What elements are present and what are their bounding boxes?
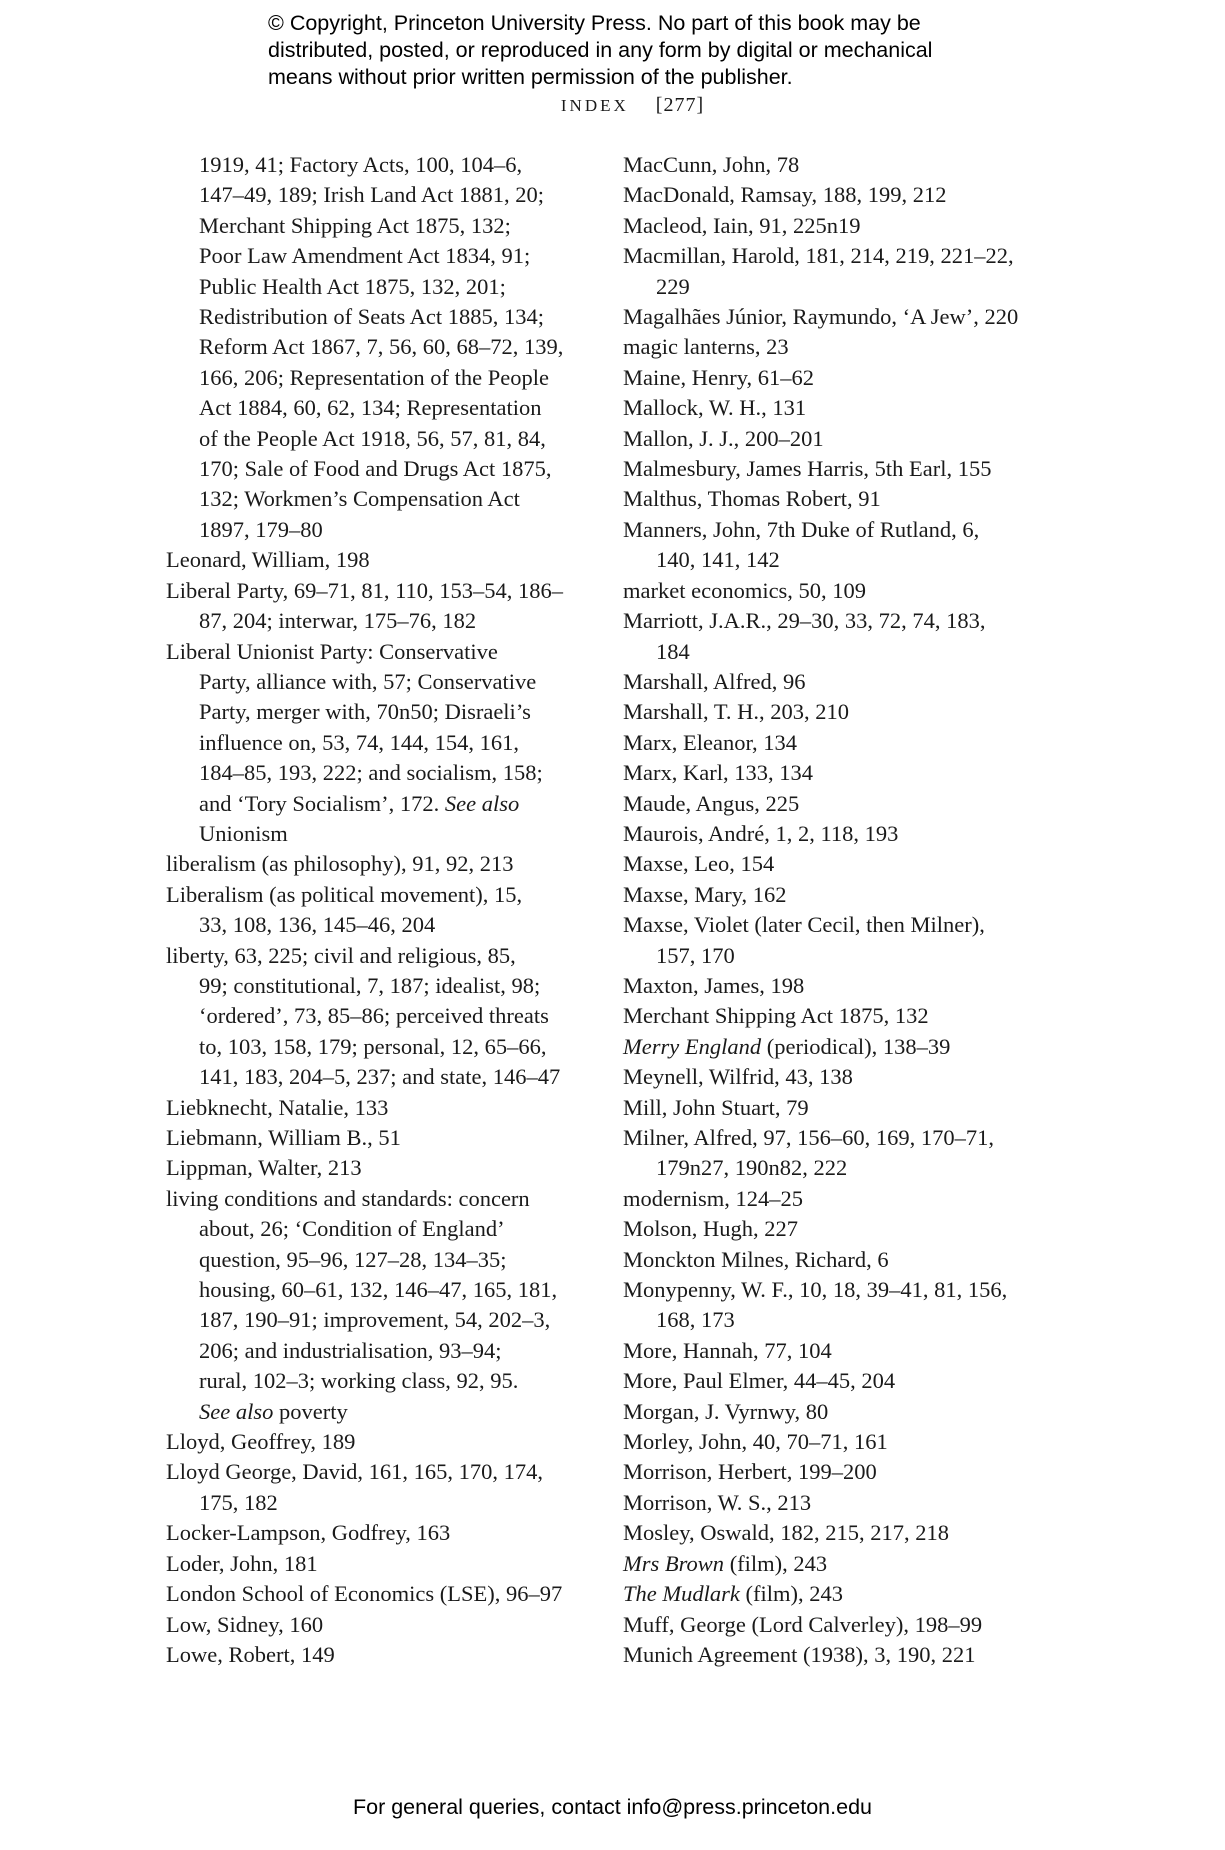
index-entry-text: Liberal Unionist Party: Conservative Party, alliance with, 57; Conservative Party, merger with, 70n50; Disraeli’s influence on, 53, 74, 144, 154, 161, 184–85, 193, 222; and socialism, 158; and ‘Tory Socialism’, 172.: [166, 638, 543, 816]
index-entry: [623, 1336, 1053, 1366]
index-entry-text: London School of Economics (LSE), 96–97: [166, 1581, 563, 1607]
index-entry: [623, 241, 1053, 302]
copyright-line: distributed, posted, or reproduced in any form by digital or mechanical: [268, 38, 933, 62]
index-entry-text: Magalhães Júnior, Raymundo, ‘A Jew’, 220: [623, 304, 1019, 330]
index-entry: [623, 1397, 1053, 1427]
index-entry: [623, 576, 1053, 606]
index-entry-text: Marx, Karl, 133, 134: [623, 760, 813, 786]
index-entry-text: Milner, Alfred, 97, 156–60, 169, 170–71, 179n27, 190n82, 222: [623, 1125, 994, 1181]
index-entry: [623, 849, 1053, 879]
index-entry: [166, 1610, 614, 1640]
running-head-label: INDEX: [560, 96, 629, 115]
index-entry: [166, 1640, 614, 1670]
index-entry-cross-ref-target: poverty: [273, 1398, 348, 1424]
index-entry: [623, 667, 1053, 697]
index-entry-text: Morgan, J. Vyrnwy, 80: [623, 1398, 829, 1424]
index-entry-text: Liebmann, William B., 51: [166, 1125, 401, 1150]
index-entry: [623, 454, 1053, 484]
index-entry: [166, 941, 614, 1093]
index-entry: [623, 1366, 1053, 1396]
index-entry: [166, 880, 614, 941]
index-entry-text: Morley, John, 40, 70–71, 161: [623, 1429, 888, 1455]
index-entry-text: Lippman, Walter, 213: [166, 1155, 362, 1181]
index-entry-text: (periodical), 138–39: [761, 1033, 951, 1059]
index-entry: [166, 1579, 614, 1609]
index-entry-text: liberty, 63, 225; civil and religious, 85, 99; constitutional, 7, 187; idealist, 98; ‘ordered’, 73, 85–86; perceived threats to, 103, 158, 179; personal, 12, 65–66, 141, 183, 204–5, 237; and state, 146–47: [166, 942, 561, 1090]
index-entry: [623, 728, 1053, 758]
index-entry: [623, 606, 1053, 667]
index-entry-text: Molson, Hugh, 227: [623, 1216, 799, 1242]
index-entry-italic-title: Merry England: [623, 1033, 762, 1059]
index-entry-text: Low, Sidney, 160: [166, 1611, 324, 1637]
index-entry: [623, 1610, 1053, 1640]
index-entry: [623, 971, 1053, 1001]
footer-contact: For general queries, contact info@press.princeton.edu: [352, 1795, 872, 1819]
index-entry: [623, 819, 1053, 849]
index-entry: [623, 1245, 1053, 1275]
index-entry: [623, 211, 1053, 241]
index-entry: [623, 484, 1053, 514]
index-entry: [166, 1549, 614, 1579]
index-entry-italic-title: Mrs Brown: [623, 1550, 725, 1576]
index-entry-text: 1919, 41; Factory Acts, 100, 104–6, 147–49, 189; Irish Land Act 1881, 20; Merchant Shipping Act 1875, 132; Poor Law Amendment Act 1834, 91; Public Health Act 1875, 132, 201; Redistribution of Seats Act 1885, 134; Reform Act 1867, 7, 56, 60, 68–72, 139, 166, 206; Representation of the People Act 1884, 60, 62, 134; Representation of the People Act 1918, 56, 57, 81, 84, 170; Sale of Food and Drugs Act 1875, 132; Workmen’s Compensation Act 1897, 179–80: [199, 152, 564, 542]
index-entry-text: Maxse, Violet (later Cecil, then Milner), 157, 170: [623, 912, 985, 968]
copyright-line: © Copyright, Princeton University Press. No part of this book may be: [268, 11, 921, 35]
index-entry: [623, 1093, 1053, 1123]
index-entry-text: Monypenny, W. F., 10, 18, 39–41, 81, 156, 168, 173: [623, 1277, 1008, 1333]
index-entry-text: Muff, George (Lord Calverley), 198–99: [623, 1611, 983, 1637]
index-entry: [623, 1549, 1053, 1579]
index-entry: [623, 363, 1053, 393]
index-entry: [623, 1488, 1053, 1518]
index-entry-text: Lloyd, Geoffrey, 189: [166, 1429, 356, 1455]
index-entry: [166, 150, 614, 545]
index-entry-text: Macmillan, Harold, 181, 214, 219, 221–22, 229: [623, 243, 1014, 299]
index-entry: [623, 758, 1053, 788]
index-entry: [166, 1518, 614, 1548]
index-entry-text: Loder, John, 181: [166, 1550, 318, 1576]
index-entry-text: Morrison, W. S., 213: [623, 1489, 812, 1515]
index-entry-text: liberalism (as philosophy), 91, 92, 213: [166, 851, 514, 877]
index-entry-text: Marx, Eleanor, 134: [623, 729, 798, 755]
index-entry-text: Liebknecht, Natalie, 133: [166, 1094, 389, 1120]
index-entry-text: MacCunn, John, 78: [623, 152, 800, 177]
index-entry: [166, 1427, 614, 1457]
index-entry: [623, 1579, 1053, 1609]
index-column-left: [166, 150, 614, 1670]
index-entry-text: Maxton, James, 198: [623, 972, 805, 998]
index-entry: [623, 1640, 1053, 1670]
index-entry-text: Maxse, Leo, 154: [623, 851, 775, 877]
index-entry: [166, 1184, 614, 1427]
index-entry-text: Monckton Milnes, Richard, 6: [623, 1246, 889, 1272]
index-entry-text: Mallock, W. H., 131: [623, 395, 807, 421]
index-entry-text: Manners, John, 7th Duke of Rutland, 6, 140, 141, 142: [623, 516, 980, 573]
index-entry-cross-ref-target: Unionism: [199, 820, 288, 846]
index-entry: [623, 789, 1053, 819]
index-entry-text: Liberalism (as political movement), 15, 33, 108, 136, 145–46, 204: [166, 881, 523, 938]
index-entry: [623, 1001, 1053, 1031]
index-entry-text: Maurois, André, 1, 2, 118, 193: [623, 820, 899, 846]
index-entry-cross-ref: See also: [199, 1398, 274, 1424]
index-entry: [623, 1275, 1053, 1336]
index-entry-text: Lloyd George, David, 161, 165, 170, 174, 175, 182: [166, 1459, 544, 1515]
page-number: [277]: [655, 94, 705, 116]
index-entry: [623, 180, 1053, 210]
index-entry-text: Leonard, William, 198: [166, 547, 370, 573]
index-entry-text: Maude, Angus, 225: [623, 790, 800, 816]
index-entry-text: Morrison, Herbert, 199–200: [623, 1459, 877, 1485]
index-entry: [623, 150, 1053, 180]
index-entry: [623, 1427, 1053, 1457]
copyright-line: means without prior written permission of the publisher.: [268, 65, 793, 89]
index-entry-cross-ref: See also: [444, 790, 520, 816]
index-entry-text: More, Paul Elmer, 44–45, 204: [623, 1368, 896, 1394]
index-entry: [166, 1457, 614, 1518]
index-entry-text: MacDonald, Ramsay, 188, 199, 212: [623, 182, 947, 208]
index-entry-text: Marriott, J.A.R., 29–30, 33, 72, 74, 183, 184: [623, 608, 986, 664]
index-entry-text: Marshall, T. H., 203, 210: [623, 699, 850, 725]
index-entry-text: (film), 243: [724, 1550, 828, 1576]
index-entry: [623, 1062, 1053, 1092]
index-entry: [623, 1123, 1053, 1184]
index-entry-text: Mill, John Stuart, 79: [623, 1094, 809, 1120]
index-entry: [623, 910, 1053, 971]
index-entry: [166, 576, 614, 637]
index-entry: [166, 849, 614, 879]
index-entry: [623, 880, 1053, 910]
index-entry: [166, 1153, 614, 1183]
index-entry-text: Maxse, Mary, 162: [623, 881, 787, 907]
index-entry: [623, 424, 1053, 454]
index-entry: [623, 302, 1053, 332]
copyright-notice: [268, 10, 1028, 91]
index-entry-text: modernism, 124–25: [623, 1185, 803, 1211]
index-entry-text: Marshall, Alfred, 96: [623, 668, 806, 694]
index-entry: [623, 1184, 1053, 1214]
index-entry-text: Macleod, Iain, 91, 225n19: [623, 212, 861, 238]
index-entry: [623, 515, 1053, 576]
index-entry: [623, 697, 1053, 727]
index-entry: [166, 1093, 614, 1123]
index-entry: [166, 1123, 614, 1153]
index-entry: [623, 1457, 1053, 1487]
index-entry: [623, 1032, 1053, 1062]
index-entry-text: Liberal Party, 69–71, 81, 110, 153–54, 186– 87, 204; interwar, 175–76, 182: [166, 577, 564, 634]
index-entry: [623, 393, 1053, 423]
index-entry-italic-title: The Mudlark: [623, 1581, 740, 1607]
index-entry-text: living conditions and standards: concern about, 26; ‘Condition of England’ question, 95–96, 127–28, 134–35; housing, 60–61, 132, 146–47, 165, 181, 187, 190–91; improvement, 54, 202–3, 206; and industrialisation, 93–94; rural, 102–3; working class, 92, 95.: [166, 1185, 558, 1394]
index-entry-text: Meynell, Wilfrid, 43, 138: [623, 1064, 853, 1090]
index-entry-text: Munich Agreement (1938), 3, 190, 221: [623, 1641, 976, 1667]
running-head: [0, 94, 1225, 117]
index-entry-text: magic lanterns, 23: [623, 334, 789, 360]
index-entry-text: Mosley, Oswald, 182, 215, 217, 218: [623, 1520, 950, 1546]
index-entry-text: Lowe, Robert, 149: [166, 1641, 335, 1667]
index-entry: [166, 637, 614, 850]
index-entry-text: market economics, 50, 109: [623, 577, 867, 603]
index-entry-text: Malthus, Thomas Robert, 91: [623, 486, 881, 512]
index-entry-text: Mallon, J. J., 200–201: [623, 425, 824, 451]
index-entry-text: More, Hannah, 77, 104: [623, 1337, 832, 1363]
index-column-right: [623, 150, 1053, 1670]
index-entry: [166, 545, 614, 575]
index-entry: [623, 332, 1053, 362]
index-entry-text: Maine, Henry, 61–62: [623, 364, 814, 390]
index-entry: [623, 1518, 1053, 1548]
index-entry-text: Merchant Shipping Act 1875, 132: [623, 1003, 929, 1029]
index-entry: [623, 1214, 1053, 1244]
index-entry-text: Malmesbury, James Harris, 5th Earl, 155: [623, 456, 992, 482]
index-entry-text: Locker-Lampson, Godfrey, 163: [166, 1520, 451, 1546]
index-entry-text: (film), 243: [739, 1581, 843, 1607]
